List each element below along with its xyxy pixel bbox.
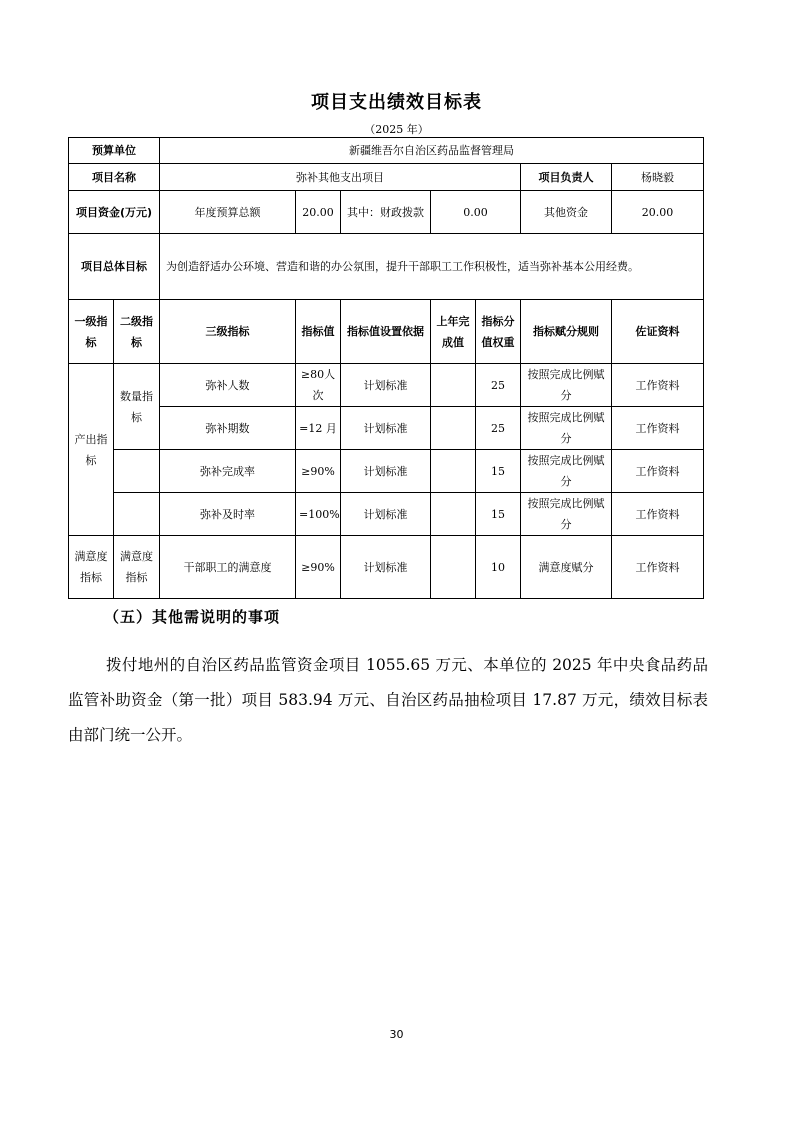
table-row [69, 407, 704, 450]
header-evidence: 佐证资料 [612, 300, 704, 364]
row-value: ≥90% [296, 450, 341, 493]
row-last-year [431, 364, 476, 407]
satisfaction-level1: 满意度指标 [69, 536, 114, 599]
annual-budget-label: 年度预算总额 [160, 191, 296, 234]
row-rule: 满意度赋分 [521, 536, 612, 599]
row-value: ≥90% [296, 536, 341, 599]
table-row [69, 536, 704, 599]
annual-budget-value: 20.00 [296, 191, 341, 234]
output-label: 产出指标 [69, 364, 114, 536]
row-basis: 计划标准 [341, 493, 431, 536]
funds-label: 项目资金(万元) [69, 191, 160, 234]
empty-level2 [114, 493, 160, 536]
row-level3: 弥补完成率 [160, 450, 296, 493]
fiscal-label: 其中：财政拨款 [341, 191, 431, 234]
header-last-year: 上年完成值 [431, 300, 476, 364]
goal-value: 为创造舒适办公环境、营造和谐的办公氛围，提升干部职工工作积极性，适当弥补基本公用经费。 [160, 234, 704, 300]
row-level3: 弥补及时率 [160, 493, 296, 536]
row-basis: 计划标准 [341, 536, 431, 599]
project-name-label: 项目名称 [69, 164, 160, 191]
empty-level2 [114, 450, 160, 493]
header-level1: 一级指标 [69, 300, 114, 364]
row-rule: 按照完成比例赋分 [521, 450, 612, 493]
body-paragraph: 拨付地州的自治区药品监管资金项目 1055.65 万元、本单位的 2025 年中央食品药品监管补助资金（第一批）项目 583.94 万元、自治区药品抽检项目 17.87 万元，绩效目标表由部门统一公开。 [68, 656, 708, 744]
row-weight: 10 [476, 536, 521, 599]
row-evidence: 工作资料 [612, 536, 704, 599]
header-row [69, 300, 704, 364]
row-basis: 计划标准 [341, 407, 431, 450]
year-label: （2025 年） [364, 123, 429, 136]
row-basis: 计划标准 [341, 450, 431, 493]
performance-table [68, 137, 704, 599]
header-basis: 指标值设置依据 [341, 300, 431, 364]
project-leader-label: 项目负责人 [521, 164, 612, 191]
row-rule: 按照完成比例赋分 [521, 364, 612, 407]
row-value: ≥80人次 [296, 364, 341, 407]
budget-unit-label: 预算单位 [69, 138, 160, 164]
satisfaction-level2: 满意度指标 [114, 536, 160, 599]
table-row [69, 450, 704, 493]
budget-unit-row [69, 138, 704, 164]
row-basis: 计划标准 [341, 364, 431, 407]
row-weight: 25 [476, 407, 521, 450]
row-value: =12 月 [296, 407, 341, 450]
quantity-label: 数量指标 [114, 364, 160, 450]
row-level3: 弥补人数 [160, 364, 296, 407]
other-funds-value: 20.00 [612, 191, 704, 234]
header-level2: 二级指标 [114, 300, 160, 364]
row-evidence: 工作资料 [612, 407, 704, 450]
row-level3: 弥补期数 [160, 407, 296, 450]
row-evidence: 工作资料 [612, 493, 704, 536]
row-last-year [431, 536, 476, 599]
row-value: =100% [296, 493, 341, 536]
header-value: 指标值 [296, 300, 341, 364]
row-last-year [431, 407, 476, 450]
row-rule: 按照完成比例赋分 [521, 493, 612, 536]
row-evidence: 工作资料 [612, 450, 704, 493]
table-row [69, 364, 704, 407]
row-weight: 15 [476, 450, 521, 493]
project-name-value: 弥补其他支出项目 [160, 164, 521, 191]
project-name-row [69, 164, 704, 191]
header-rule: 指标赋分规则 [521, 300, 612, 364]
row-evidence: 工作资料 [612, 364, 704, 407]
section-heading: （五）其他需说明的事项 [104, 608, 281, 626]
page-number: 30 [389, 1028, 404, 1041]
row-last-year [431, 493, 476, 536]
other-funds-label: 其他资金 [521, 191, 612, 234]
row-level3: 干部职工的满意度 [160, 536, 296, 599]
header-weight: 指标分值权重 [476, 300, 521, 364]
table-row [69, 493, 704, 536]
project-leader-value: 杨晓毅 [612, 164, 704, 191]
page-title: 项目支出绩效目标表 [311, 92, 482, 113]
row-rule: 按照完成比例赋分 [521, 407, 612, 450]
row-weight: 15 [476, 493, 521, 536]
header-level3: 三级指标 [160, 300, 296, 364]
budget-unit-value: 新疆维吾尔自治区药品监督管理局 [160, 138, 704, 164]
fiscal-value: 0.00 [431, 191, 521, 234]
row-weight: 25 [476, 364, 521, 407]
row-last-year [431, 450, 476, 493]
goal-label: 项目总体目标 [69, 234, 160, 300]
funds-row [69, 191, 704, 234]
goal-row [69, 234, 704, 300]
